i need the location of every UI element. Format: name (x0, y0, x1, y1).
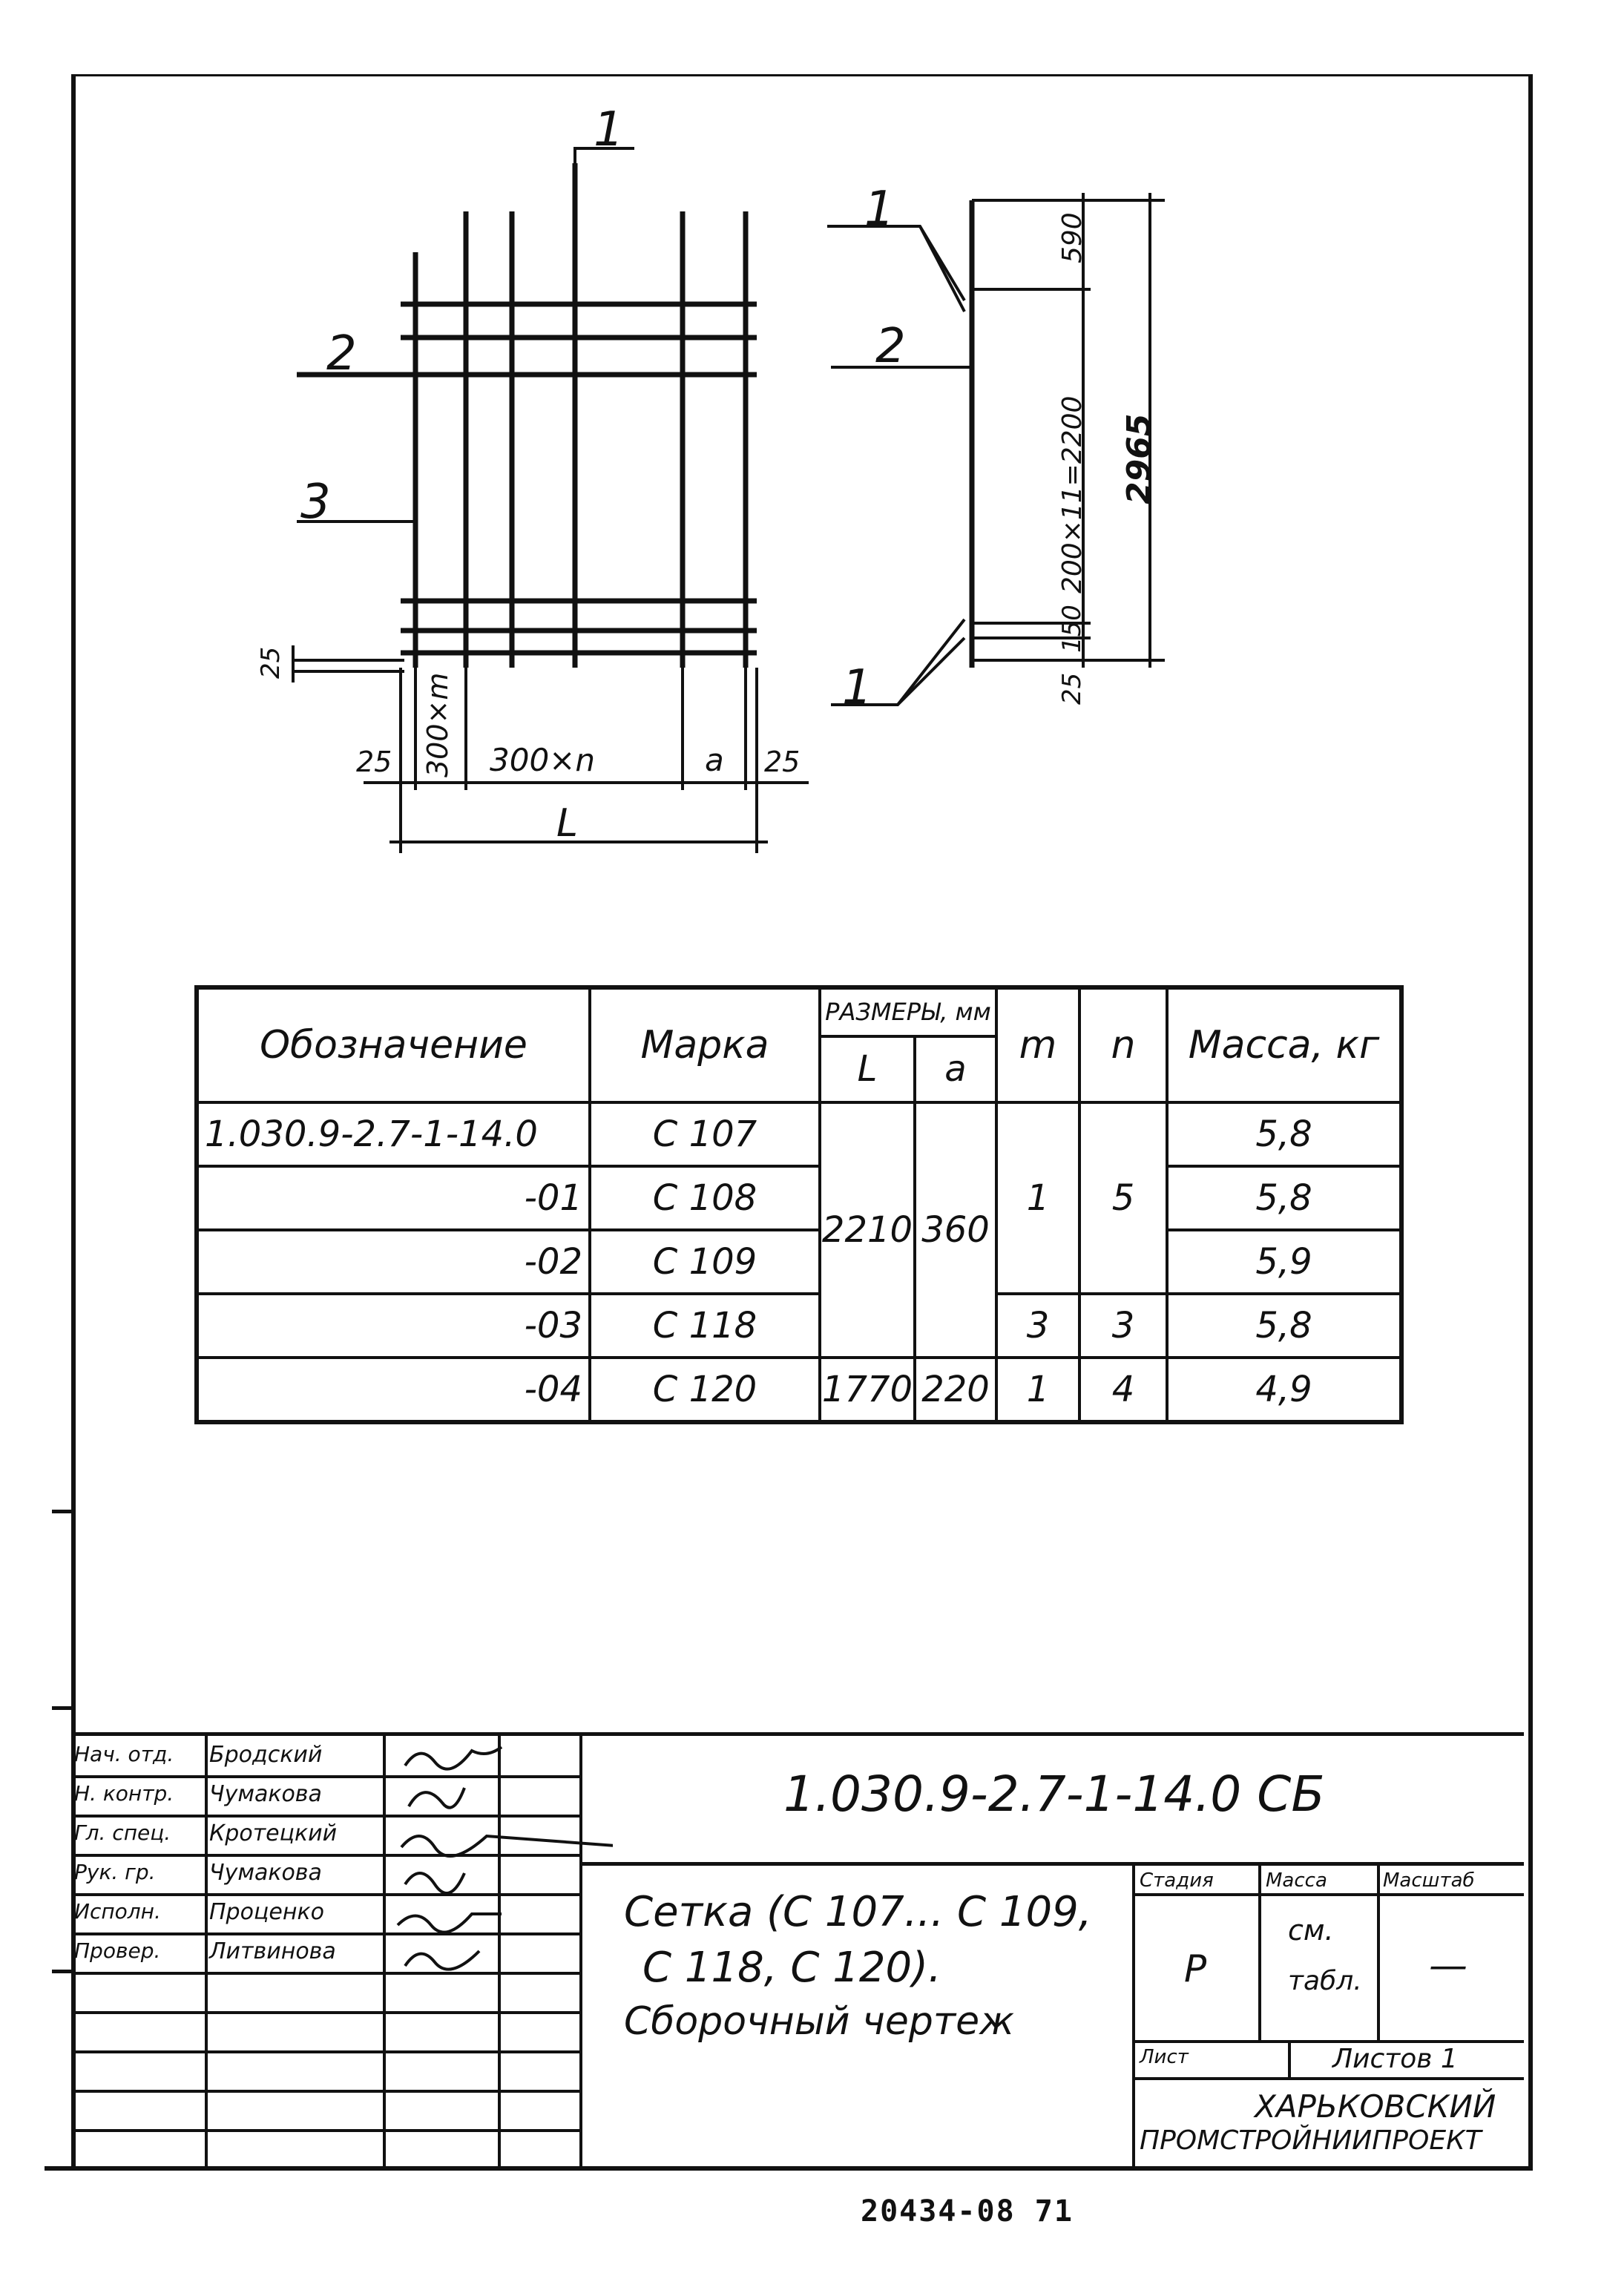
side-dim-middle: 200×11=2200 (1057, 395, 1088, 593)
cell-L: 2210 (820, 1102, 915, 1358)
name-6: Литвинова (209, 1938, 336, 1964)
plan-vertical-bars (415, 163, 746, 668)
cell-designation: -02 (197, 1230, 590, 1294)
table-row (197, 1294, 1401, 1358)
margin-tick (52, 1510, 74, 1513)
mass-label: Масса (1266, 1869, 1327, 1892)
cell-n: 4 (1079, 1358, 1167, 1422)
mass-value-2: табл. (1288, 1966, 1362, 1996)
side-callout-2: 2 (875, 319, 906, 374)
dim-edge-right: 25 (764, 746, 801, 778)
dim-bottom-edge: 25 (256, 646, 286, 679)
cell-designation: -04 (197, 1358, 590, 1422)
header-a: a (915, 1036, 996, 1102)
cell-mass: 5,9 (1167, 1230, 1401, 1294)
cell-a: 220 (915, 1358, 996, 1422)
cell-m: 1 (996, 1102, 1079, 1294)
table-row (197, 1230, 1401, 1294)
role-4: Рук. гр. (74, 1860, 156, 1884)
cell-mark: С 120 (590, 1358, 820, 1422)
sheet-label: Лист (1140, 2046, 1189, 2068)
cell-mass: 4,9 (1167, 1358, 1401, 1422)
drawing-code: 1.030.9-2.7-1-14.0 СБ (783, 1766, 1325, 1823)
cell-mark: С 108 (590, 1166, 820, 1230)
margin-tick (52, 1706, 74, 1710)
header-designation: Обозначение (197, 987, 590, 1102)
role-6: Провер. (74, 1938, 161, 1963)
dim-span-n: 300×n (490, 742, 595, 778)
dim-span-m: 300×m (421, 672, 454, 777)
name-2: Чумакова (209, 1781, 322, 1807)
title-line-3: Сборочный чертеж (624, 1999, 1014, 2044)
role-3: Гл. спец. (74, 1820, 171, 1845)
signatures (390, 1736, 613, 1981)
cell-mark: С 109 (590, 1230, 820, 1294)
cell-L: 1770 (820, 1358, 915, 1422)
specification-table (194, 985, 1404, 1424)
callout-1: 1 (594, 102, 624, 157)
header-sizes: РАЗМЕРЫ, мм (820, 987, 996, 1036)
table-row (197, 1358, 1401, 1422)
side-dim-bottom: 25 (1057, 672, 1087, 705)
title-line-2: С 118, С 120). (642, 1944, 941, 1992)
scale-label: Масштаб (1383, 1869, 1475, 1892)
org-line-1: ХАРЬКОВСКИЙ (1255, 2088, 1496, 2125)
cell-n: 3 (1079, 1294, 1167, 1358)
cell-mark: С 118 (590, 1294, 820, 1358)
cell-designation: -03 (197, 1294, 590, 1358)
side-callout-1-bottom: 1 (842, 660, 872, 715)
scale-value: — (1429, 1944, 1467, 1988)
cell-mass: 5,8 (1167, 1102, 1401, 1166)
cell-m: 3 (996, 1294, 1079, 1358)
side-dim-top: 590 (1057, 212, 1088, 263)
header-m: m (996, 987, 1079, 1102)
callout-3: 3 (300, 475, 331, 530)
cell-mass: 5,8 (1167, 1294, 1401, 1358)
side-callout-1-top: 1 (864, 182, 895, 237)
dim-total-L: L (556, 801, 578, 846)
role-2: Н. контр. (74, 1781, 174, 1806)
org-line-2: ПРОМСТРОЙНИИПРОЕКТ (1140, 2125, 1482, 2156)
side-view-dims (827, 193, 1165, 705)
name-1: Бродский (209, 1742, 323, 1768)
archive-stamp: 20434-08 71 (861, 2194, 1074, 2228)
table-row (197, 1166, 1401, 1230)
cell-n: 5 (1079, 1102, 1167, 1294)
title-block (71, 1732, 1524, 2170)
header-L: L (820, 1036, 915, 1102)
header-mark: Марка (590, 987, 820, 1102)
stage-value: Р (1184, 1947, 1207, 1990)
title-line-1: Сетка (С 107... С 109, (624, 1888, 1092, 1936)
cell-designation: -01 (197, 1166, 590, 1230)
cell-designation: 1.030.9-2.7-1-14.0 (197, 1102, 590, 1166)
cell-m: 1 (996, 1358, 1079, 1422)
dim-edge-left: 25 (356, 746, 392, 778)
mesh-drawing (0, 0, 1604, 890)
cell-mark: С 107 (590, 1102, 820, 1166)
header-mass: Масса, кг (1167, 987, 1401, 1102)
side-dim-total: 2965 (1120, 413, 1158, 504)
name-3: Кротецкий (209, 1820, 338, 1846)
callout-2: 2 (326, 326, 357, 381)
header-n: n (1079, 987, 1167, 1102)
side-dim-lower: 150 (1057, 605, 1087, 653)
dim-a: a (705, 742, 724, 778)
table-row (197, 1102, 1401, 1166)
role-5: Исполн. (74, 1899, 161, 1924)
role-1: Нач. отд. (74, 1742, 174, 1766)
name-4: Чумакова (209, 1860, 322, 1886)
cell-a: 360 (915, 1102, 996, 1358)
name-5: Проценко (209, 1899, 324, 1925)
cell-mass: 5,8 (1167, 1166, 1401, 1230)
mass-value-1: см. (1288, 1914, 1334, 1947)
stage-label: Стадия (1140, 1869, 1214, 1892)
sheets-label: Листов 1 (1332, 2044, 1458, 2074)
plan-horizontal-bars (297, 304, 757, 653)
